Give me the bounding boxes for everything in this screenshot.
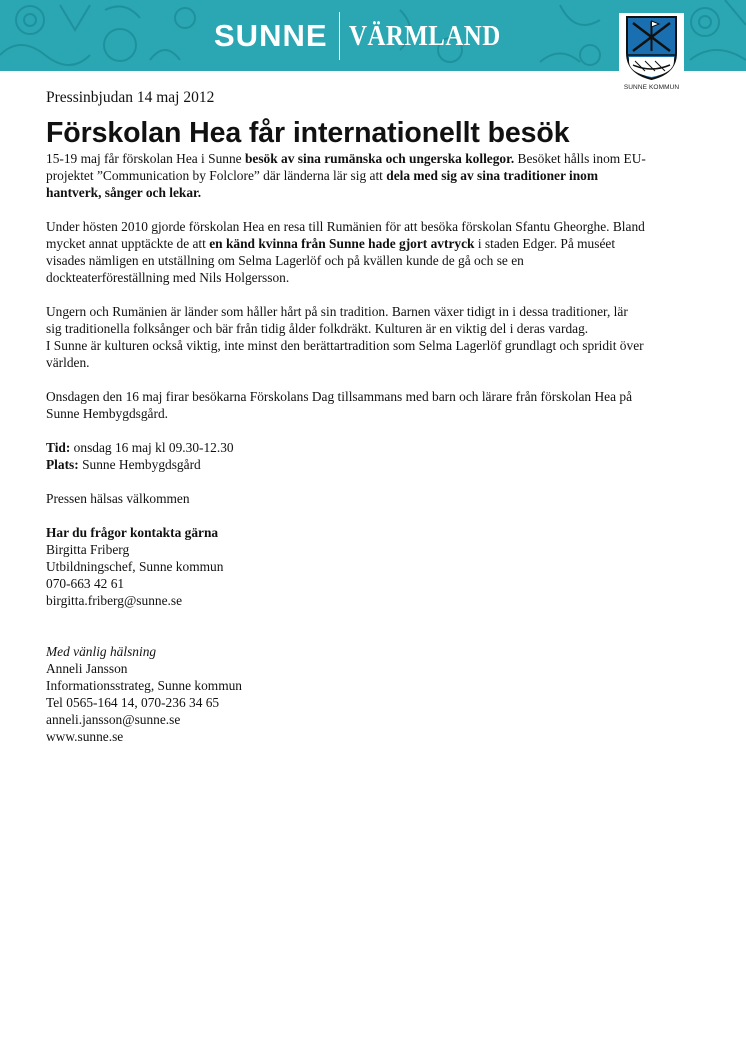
contact-block	[46, 524, 646, 609]
welcome-text: Pressen hälsas välkommen	[46, 491, 190, 506]
place-value: Sunne Hembygdsgård	[78, 457, 201, 472]
signoff-web: www.sunne.se	[46, 729, 124, 744]
signoff-role: Informationsstrateg, Sunne kommun	[46, 678, 242, 693]
signoff-phone: Tel 0565-164 14, 070-236 34 65	[46, 695, 220, 710]
text-run: Under hösten 2010 gjorde förskolan Hea en resa till Rumänien för att besöka förskolan Sfantu Gheorghe. Bland mycket annat upptäckte de att	[46, 219, 645, 251]
text-run: 15-19 maj får förskolan Hea i Sunne	[46, 151, 245, 166]
text-run: Ungern och Rumänien är länder som håller hårt på sin tradition. Barnen växer tidigt in i dessa traditioner, lär sig traditionella folksånger och bär från tidig ålder folkdräkt. Kulturen är en viktig del i deras vardag.	[46, 304, 628, 336]
event-details	[46, 439, 646, 473]
brand-varmland: VÄRMLAND	[349, 19, 501, 52]
paragraph-tradition	[46, 303, 646, 371]
logo-caption: SUNNE KOMMUN	[623, 84, 680, 91]
time-label: Tid:	[46, 440, 71, 455]
contact-heading: Har du frågor kontakta gärna	[46, 525, 219, 540]
signoff-email: anneli.jansson@sunne.se	[46, 712, 181, 727]
paragraph-history	[46, 218, 646, 286]
bold-run: en känd kvinna från Sunne hade gjort avtryck	[209, 236, 475, 251]
coat-of-arms-icon	[625, 15, 678, 81]
event-place	[46, 456, 646, 473]
paragraph-intro	[46, 150, 646, 201]
text-run: i staden Edger. På muséet visades nämligen en utställning om Selma Lagerlöf och på kvällen kunde de gå och se en dockteaterföreställning med Nils Holgersson.	[46, 236, 616, 285]
event-time	[46, 439, 646, 456]
place-label: Plats:	[46, 457, 79, 472]
brand-sunne: SUNNE	[214, 18, 328, 53]
bold-run: besök av sina rumänska och ungerska kollegor.	[244, 151, 515, 166]
bold-run: dela med sig av sina traditioner inom hantverk, sånger och lekar.	[46, 168, 599, 200]
signoff-greeting: Med vänlig hälsning	[46, 644, 157, 659]
contact-email: birgitta.friberg@sunne.se	[46, 593, 183, 608]
contact-name: Birgitta Friberg	[46, 542, 130, 557]
brand-wordmark	[214, 12, 525, 60]
contact-role: Utbildningschef, Sunne kommun	[46, 559, 224, 574]
signoff-block	[46, 643, 646, 745]
text-run: I Sunne är kulturen också viktig, inte minst den berättartradition som Selma Lagerlöf grundlagt och spridit över världen.	[46, 338, 644, 370]
brand-divider	[339, 12, 341, 60]
press-release-body	[46, 88, 646, 762]
municipality-logo	[619, 13, 684, 93]
contact-phone: 070-663 42 61	[46, 576, 125, 591]
page-title: Förskolan Hea får internationellt besök	[46, 117, 570, 149]
dateline: Pressinbjudan 14 maj 2012	[46, 89, 215, 106]
text-run: Besöket hålls inom EU-projektet ”Communication by Folclore” där länderna lär sig att	[46, 151, 646, 183]
time-value: onsdag 16 maj kl 09.30-12.30	[70, 440, 234, 455]
paragraph-event: Onsdagen den 16 maj firar besökarna Förskolans Dag tillsammans med barn och lärare från förskolan Hea på Sunne Hembygdsgård.	[46, 389, 633, 421]
signoff-name: Anneli Jansson	[46, 661, 128, 676]
